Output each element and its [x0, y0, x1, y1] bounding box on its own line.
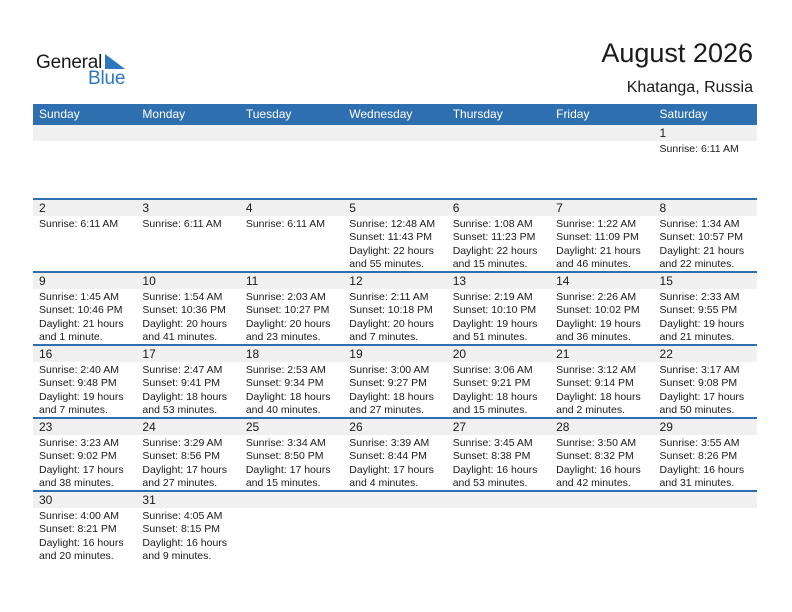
logo-word-general: General: [36, 52, 103, 73]
day-number: [550, 125, 653, 141]
logo-word-blue: Blue: [88, 68, 126, 89]
day-cell: [654, 508, 757, 563]
weekday-wednesday: Wednesday: [349, 107, 413, 121]
sunset-text: Sunset: 11:09 PM: [556, 231, 639, 244]
day-cell: [447, 435, 550, 490]
day-details-row: [33, 141, 757, 198]
sunrise-text: Sunrise: 2:19 AM: [452, 291, 533, 303]
day-number: [343, 492, 446, 508]
daylight-minutes-text: and 38 minutes.: [39, 476, 114, 489]
day-cell: [240, 141, 343, 198]
daylight-text: Daylight: 16 hours: [659, 463, 745, 476]
daylight-minutes-text: and 20 minutes.: [39, 549, 114, 562]
day-cell: [550, 289, 653, 344]
sunset-text: Sunset: 9:34 PM: [245, 377, 324, 390]
day-number: 26: [349, 420, 363, 434]
sunset-text: Sunset: 10:36 PM: [142, 304, 226, 317]
day-details-row: [33, 362, 757, 417]
day-cell: [136, 362, 239, 417]
sunrise-text: Sunrise: 2:47 AM: [142, 364, 223, 376]
sunset-text: Sunset: 9:55 PM: [659, 304, 738, 317]
sunset-text: Sunset: 9:14 PM: [556, 377, 634, 390]
date-strip: [33, 419, 757, 435]
sunset-text: Sunset: 9:02 PM: [39, 450, 117, 463]
date-strip: [33, 273, 757, 289]
sunrise-text: Sunrise: 4:05 AM: [142, 510, 223, 522]
sunrise-text: Sunrise: 1:45 AM: [39, 291, 119, 303]
daylight-text: Daylight: 16 hours: [39, 536, 124, 549]
day-cell: [240, 508, 343, 563]
sunrise-text: Sunrise: 2:40 AM: [39, 364, 119, 376]
daylight-minutes-text: and 42 minutes.: [556, 476, 631, 489]
sunrise-text: Sunrise: 6:11 AM: [245, 218, 326, 230]
location-subtitle: Khatanga, Russia: [626, 79, 753, 96]
sunrise-text: Sunrise: 1:22 AM: [556, 218, 637, 230]
day-number: 29: [659, 420, 673, 434]
day-cell: [654, 216, 757, 271]
daylight-text: Daylight: 19 hours: [556, 317, 641, 330]
day-number: 30: [39, 493, 53, 507]
sunset-text: Sunset: 9:21 PM: [452, 377, 531, 390]
weekday-tuesday: Tuesday: [245, 107, 292, 121]
day-cell: [136, 216, 239, 271]
logo-triangle-icon: [105, 54, 125, 69]
weekday-monday: Monday: [142, 107, 186, 121]
sunrise-text: Sunrise: 3:29 AM: [142, 437, 223, 449]
sunset-text: Sunset: 9:08 PM: [659, 377, 738, 390]
daylight-minutes-text: and 9 minutes.: [142, 549, 212, 562]
day-cell: [654, 362, 757, 417]
daylight-text: Daylight: 17 hours: [142, 463, 228, 476]
daylight-minutes-text: and 15 minutes.: [452, 403, 528, 416]
daylight-minutes-text: and 7 minutes.: [349, 330, 419, 343]
day-cell: [550, 141, 653, 198]
day-cell: [343, 362, 446, 417]
sunrise-text: Sunrise: 2:26 AM: [556, 291, 637, 303]
day-number: [343, 125, 446, 141]
sunset-text: Sunset: 8:38 PM: [452, 450, 531, 463]
day-number: [240, 492, 343, 508]
day-number: 23: [39, 420, 53, 434]
sunset-text: Sunset: 8:21 PM: [39, 523, 117, 536]
daylight-minutes-text: and 41 minutes.: [142, 330, 218, 343]
day-number: 6: [452, 201, 460, 215]
day-number: 9: [39, 274, 46, 288]
day-details-row: [33, 435, 757, 490]
daylight-minutes-text: and 31 minutes.: [659, 476, 735, 489]
daylight-minutes-text: and 36 minutes.: [556, 330, 631, 343]
day-number: 5: [349, 201, 356, 215]
day-number: 28: [556, 420, 570, 434]
sunrise-text: Sunrise: 1:08 AM: [452, 218, 533, 230]
daylight-minutes-text: and 50 minutes.: [659, 403, 735, 416]
sunset-text: Sunset: 9:27 PM: [349, 377, 427, 390]
week-row: [33, 490, 757, 563]
daylight-text: Daylight: 18 hours: [556, 390, 641, 403]
date-strip: [33, 346, 757, 362]
daylight-minutes-text: and 55 minutes.: [349, 257, 424, 270]
daylight-minutes-text: and 53 minutes.: [142, 403, 218, 416]
sunset-text: Sunset: 11:43 PM: [349, 231, 432, 244]
day-details-row: [33, 289, 757, 344]
sunset-text: Sunset: 8:44 PM: [349, 450, 427, 463]
day-number: 1: [659, 126, 667, 140]
day-cell: [33, 216, 136, 271]
day-cell: [33, 289, 136, 344]
date-strip: [33, 125, 757, 141]
day-number: [447, 125, 550, 141]
day-cell: [447, 216, 550, 271]
daylight-text: Daylight: 21 hours: [39, 317, 124, 330]
sunset-text: Sunset: 10:57 PM: [659, 231, 743, 244]
day-number: 22: [659, 347, 673, 361]
day-cell: [136, 141, 239, 198]
daylight-text: Daylight: 16 hours: [452, 463, 538, 476]
sunrise-text: Sunrise: 3:55 AM: [659, 437, 740, 449]
daylight-text: Daylight: 19 hours: [452, 317, 538, 330]
sunrise-text: Sunrise: 2:03 AM: [245, 291, 326, 303]
sunset-text: Sunset: 9:41 PM: [142, 377, 221, 390]
day-details-row: [33, 508, 757, 563]
day-number: [447, 492, 550, 508]
day-number: 27: [452, 420, 467, 434]
day-number: 11: [245, 274, 259, 288]
day-number: 2: [39, 201, 46, 215]
weekday-sunday: Sunday: [39, 107, 80, 121]
daylight-text: Daylight: 19 hours: [39, 390, 124, 403]
daylight-text: Daylight: 16 hours: [142, 536, 228, 549]
daylight-text: Daylight: 16 hours: [556, 463, 641, 476]
daylight-text: Daylight: 20 hours: [349, 317, 434, 330]
sunrise-text: Sunrise: 4:00 AM: [39, 510, 119, 522]
day-number: 14: [556, 274, 570, 288]
day-cell: [33, 508, 136, 563]
daylight-text: Daylight: 20 hours: [245, 317, 331, 330]
day-cell: [136, 435, 239, 490]
sunset-text: Sunset: 11:23 PM: [452, 231, 536, 244]
weekday-friday: Friday: [556, 107, 590, 121]
sunset-text: Sunset: 10:27 PM: [245, 304, 330, 317]
daylight-minutes-text: and 15 minutes.: [452, 257, 528, 270]
daylight-minutes-text: and 51 minutes.: [452, 330, 528, 343]
daylight-text: Daylight: 21 hours: [556, 244, 641, 257]
sunrise-text: Sunrise: 3:39 AM: [349, 437, 430, 449]
day-cell: [447, 362, 550, 417]
sunrise-text: Sunrise: 1:34 AM: [659, 218, 740, 230]
weekday-header: [33, 104, 757, 125]
day-cell: [33, 435, 136, 490]
day-number: 15: [659, 274, 673, 288]
day-cell: [343, 141, 446, 198]
day-cell: [550, 435, 653, 490]
day-cell: [343, 508, 446, 563]
day-cell: [550, 508, 653, 563]
sunrise-text: Sunrise: 3:00 AM: [349, 364, 430, 376]
daylight-text: Daylight: 17 hours: [659, 390, 745, 403]
day-number: [136, 125, 239, 141]
day-number: 19: [349, 347, 363, 361]
sunrise-text: Sunrise: 2:53 AM: [245, 364, 326, 376]
daylight-minutes-text: and 15 minutes.: [245, 476, 321, 489]
day-cell: [343, 435, 446, 490]
day-number: 24: [142, 420, 156, 434]
sunset-text: Sunset: 8:26 PM: [659, 450, 738, 463]
sunrise-text: Sunrise: 3:50 AM: [556, 437, 637, 449]
sunrise-text: Sunrise: 3:06 AM: [452, 364, 533, 376]
daylight-minutes-text: and 27 minutes.: [349, 403, 424, 416]
day-cell: [240, 362, 343, 417]
daylight-minutes-text: and 2 minutes.: [556, 403, 625, 416]
sunrise-text: Sunrise: 3:12 AM: [556, 364, 637, 376]
weekday-saturday: Saturday: [659, 107, 708, 121]
day-number: 17: [142, 347, 156, 361]
day-cell: [447, 508, 550, 563]
day-cell: [343, 216, 446, 271]
logo: [36, 52, 136, 88]
daylight-text: Daylight: 19 hours: [659, 317, 745, 330]
day-number: [240, 125, 343, 141]
weeks-container: [33, 125, 757, 563]
day-cell: [33, 362, 136, 417]
day-cell: [136, 289, 239, 344]
daylight-text: Daylight: 21 hours: [659, 244, 745, 257]
day-cell: [654, 289, 757, 344]
sunrise-text: Sunrise: 12:48 AM: [349, 218, 436, 230]
daylight-text: Daylight: 22 hours: [452, 244, 538, 257]
day-number: 21: [556, 347, 570, 361]
daylight-minutes-text: and 27 minutes.: [142, 476, 218, 489]
page-title: August 2026: [601, 38, 753, 68]
daylight-text: Daylight: 22 hours: [349, 244, 434, 257]
day-number: 20: [452, 347, 467, 361]
calendar-grid: [33, 104, 757, 563]
sunrise-text: Sunrise: 2:11 AM: [349, 291, 429, 303]
day-number: [550, 492, 653, 508]
sunset-text: Sunset: 10:18 PM: [349, 304, 433, 317]
day-number: [33, 125, 136, 141]
week-row: [33, 271, 757, 344]
day-number: 31: [142, 493, 156, 507]
daylight-text: Daylight: 18 hours: [452, 390, 538, 403]
day-number: 10: [142, 274, 156, 288]
sunset-text: Sunset: 10:02 PM: [556, 304, 640, 317]
day-number: 16: [39, 347, 53, 361]
daylight-text: Daylight: 18 hours: [349, 390, 434, 403]
day-number: 7: [556, 201, 563, 215]
daylight-text: Daylight: 17 hours: [245, 463, 331, 476]
daylight-minutes-text: and 23 minutes.: [245, 330, 321, 343]
day-cell: [550, 362, 653, 417]
sunset-text: Sunset: 8:32 PM: [556, 450, 634, 463]
sunrise-text: Sunrise: 2:33 AM: [659, 291, 740, 303]
daylight-text: Daylight: 20 hours: [142, 317, 228, 330]
sunrise-text: Sunrise: 3:23 AM: [39, 437, 119, 449]
day-number: 12: [349, 274, 363, 288]
date-strip: [33, 200, 757, 216]
sunset-text: Sunset: 8:15 PM: [142, 523, 221, 536]
day-cell: [136, 508, 239, 563]
day-number: 13: [452, 274, 467, 288]
day-number: 3: [142, 201, 150, 215]
week-row: [33, 198, 757, 271]
day-number: 25: [245, 420, 260, 434]
daylight-minutes-text: and 53 minutes.: [452, 476, 528, 489]
week-row: [33, 417, 757, 490]
week-row: [33, 344, 757, 417]
daylight-minutes-text: and 21 minutes.: [659, 330, 735, 343]
day-cell: [447, 289, 550, 344]
day-cell: [550, 216, 653, 271]
daylight-minutes-text: and 46 minutes.: [556, 257, 631, 270]
sunrise-text: Sunrise: 6:11 AM: [142, 218, 222, 230]
sunset-text: Sunset: 8:50 PM: [245, 450, 324, 463]
sunrise-text: Sunrise: 6:11 AM: [39, 218, 119, 230]
sunset-text: Sunset: 9:48 PM: [39, 377, 117, 390]
day-cell: [654, 435, 757, 490]
daylight-minutes-text: and 1 minute.: [39, 330, 103, 343]
daylight-text: Daylight: 17 hours: [39, 463, 124, 476]
sunset-text: Sunset: 8:56 PM: [142, 450, 221, 463]
sunset-text: Sunset: 10:10 PM: [452, 304, 537, 317]
sunrise-text: Sunrise: 1:54 AM: [142, 291, 223, 303]
week-row: [33, 125, 757, 198]
day-details-row: [33, 216, 757, 271]
day-cell: [240, 289, 343, 344]
sunrise-text: Sunrise: 3:17 AM: [659, 364, 740, 376]
weekday-thursday: Thursday: [452, 107, 503, 121]
sunrise-text: Sunrise: 3:34 AM: [245, 437, 326, 449]
sunrise-text: Sunrise: 3:45 AM: [452, 437, 533, 449]
day-cell: [240, 216, 343, 271]
sunset-text: Sunset: 10:46 PM: [39, 304, 123, 317]
daylight-text: Daylight: 17 hours: [349, 463, 434, 476]
daylight-minutes-text: and 7 minutes.: [39, 403, 108, 416]
day-cell: [654, 141, 757, 198]
day-cell: [240, 435, 343, 490]
day-cell: [33, 141, 136, 198]
day-number: 8: [659, 201, 667, 215]
day-number: 4: [245, 201, 253, 215]
daylight-text: Daylight: 18 hours: [142, 390, 228, 403]
day-cell: [343, 289, 446, 344]
day-number: [654, 492, 757, 508]
daylight-minutes-text: and 22 minutes.: [659, 257, 735, 270]
day-number: 18: [245, 347, 260, 361]
daylight-text: Daylight: 18 hours: [245, 390, 331, 403]
daylight-minutes-text: and 40 minutes.: [245, 403, 321, 416]
sunrise-text: Sunrise: 6:11 AM: [659, 143, 739, 155]
day-cell: [447, 141, 550, 198]
date-strip: [33, 492, 757, 508]
daylight-minutes-text: and 4 minutes.: [349, 476, 419, 489]
